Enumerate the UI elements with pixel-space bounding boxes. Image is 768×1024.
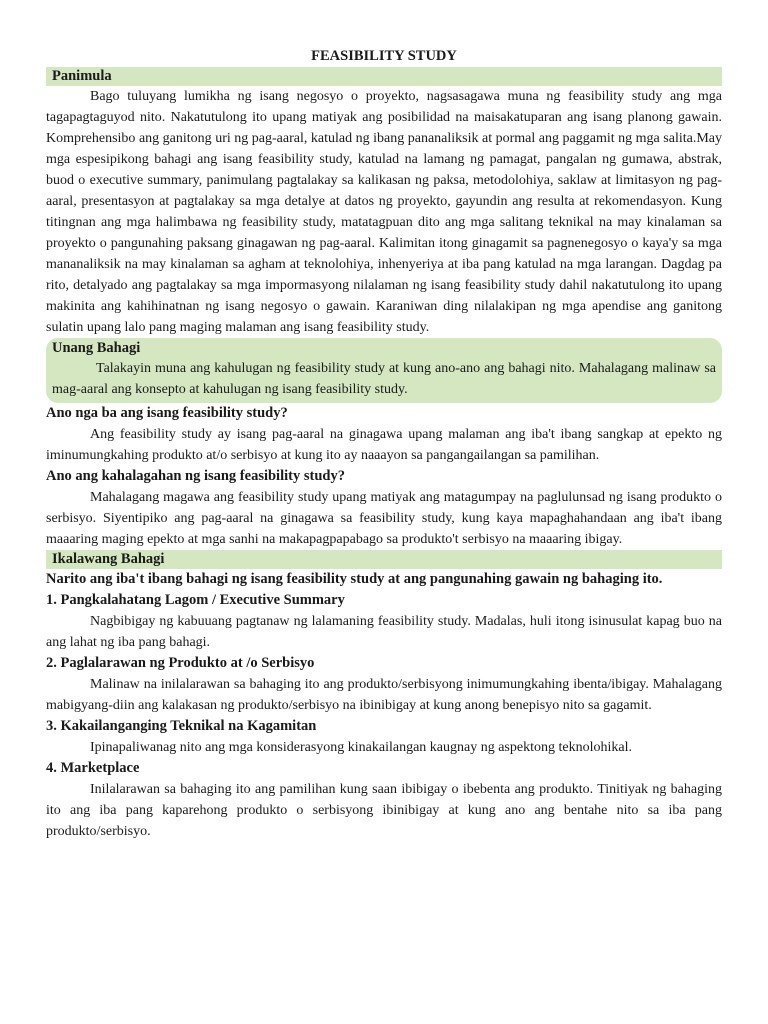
part-heading: 1. Pangkalahatang Lagom / Executive Summary xyxy=(46,592,345,608)
question-heading: Ano ang kahalagahan ng isang feasibility study? xyxy=(46,468,345,484)
part-heading: 3. Kakailanganging Teknikal na Kagamitan xyxy=(46,718,317,734)
part-heading: 2. Paglalarawan ng Produkto at /o Serbisyo xyxy=(46,655,315,671)
ikalawang-bahagi-intro: Narito ang iba't ibang bahagi ng isang feasibility study at ang pangunahing gawain ng bahaging ito. xyxy=(46,571,663,587)
unang-bahagi-box xyxy=(46,338,722,403)
panimula-paragraph: Bago tuluyang lumikha ng isang negosyo o proyekto, nagsasagawa muna ng feasibility study ang mga tagapagtaguyod nito. Nakatutulong ito upang matiyak ang posibilidad na maisakatuparan ang isang planong gawain. Komprehensibo ang ganitong uri ng pag-aaral, katulad ng ibang pananaliksik at pormal ang paggamit ng mga salita.May mga espesipikong bahagi ang isang feasibility study, katulad na lamang ng pamagat, pangalan ng gumawa, abstrak, buod o executive summary, panimulang pagtalakay sa kalikasan ng paksa, metodolohiya, saklaw at limitasyon ng pag-aaral, presentasyon at pagtalakay sa mga detalye at datos ng proyekto, gayundin ang resulta at rekomendasyon. Kung titingnan ang mga halimbawa ng feasibility study, matatagpuan dito ang mga salitang teknikal na may kinalaman sa proyekto o pangunahing paksang ginagawan ng pag-aaral. Kalimitan itong ginagamit sa pagnenegosyo o kaya'y sa mga mananaliksik na may kinalaman sa agham at teknolohiya, inhenyeriya at iba pang katulad na mga larangan. Dagdag pa rito, detalyado ang pagtalakay sa mga impormasyong nilalaman ng isang feasibility study dahil nakatutulong ito upang makinita ang kahihinatnan ng isang negosyo o gawain. Karaniwan ding nilalakipan ng mga apendise ang ganitong sulatin upang lalo pang maging malaman ang isang feasibility study. xyxy=(46,89,722,335)
section-heading-panimula: Panimula xyxy=(46,67,722,86)
part-description: Malinaw na inilalarawan sa bahaging ito ang produkto/serbisyong inimumungkahing ibenta/ibigay. Mahalagang mabigyang-diin ang kalakasan ng produkto/serbisyo na ibinibigay at kung anong benepisyo nito sa gagamit. xyxy=(46,677,722,713)
question-answer: Ang feasibility study ay isang pag-aaral na ginagawa upang malaman ang iba't ibang sangkap at epekto ng iminumungkahing produkto at/o serbisyo at kung ito ay naaayon sa pangangailangan sa pamilihan. xyxy=(46,427,722,463)
part-description: Ipinapaliwanag nito ang mga konsiderasyong kinakailangan kaugnay ng aspektong teknolohikal. xyxy=(90,740,632,755)
unang-bahagi-paragraph: Talakayin muna ang kahulugan ng feasibility study at kung ano-ano ang bahagi nito. Mahalagang malinaw sa mag-aaral ang konsepto at kahulugan ng isang feasibility study. xyxy=(52,361,716,397)
question-heading: Ano nga ba ang isang feasibility study? xyxy=(46,405,288,421)
section-heading-ikalawang-bahagi: Ikalawang Bahagi xyxy=(46,550,722,569)
document-title: FEASIBILITY STUDY xyxy=(311,48,457,64)
section-heading-unang-bahagi: Unang Bahagi xyxy=(52,340,141,356)
part-description: Inilalarawan sa bahaging ito ang pamilihan kung saan ibibigay o ibebenta ang produkto. Tinitiyak ng bahaging ito ang iba pang kaparehong produkto o serbisyong ibinibigay at kung ano ang bentahe nito sa iba pang produkto/serbisyo. xyxy=(46,782,722,839)
question-answer: Mahalagang magawa ang feasibility study upang matiyak ang matagumpay na paglulunsad ng isang produkto o serbisyo. Siyentipiko ang pag-aaral na ginagawa sa feasibility study, kung kaya mapaghahandaan ang iba't ibang maaaring maging epekto at mga sanhi na makapagpapabago sa produkto't serbisyo na maaaring ibigay. xyxy=(46,490,722,547)
part-description: Nagbibigay ng kabuuang pagtanaw ng lalamaning feasibility study. Madalas, huli itong isinusulat kapag buo na ang lahat ng iba pang bahagi. xyxy=(46,614,722,650)
part-heading: 4. Marketplace xyxy=(46,760,140,776)
